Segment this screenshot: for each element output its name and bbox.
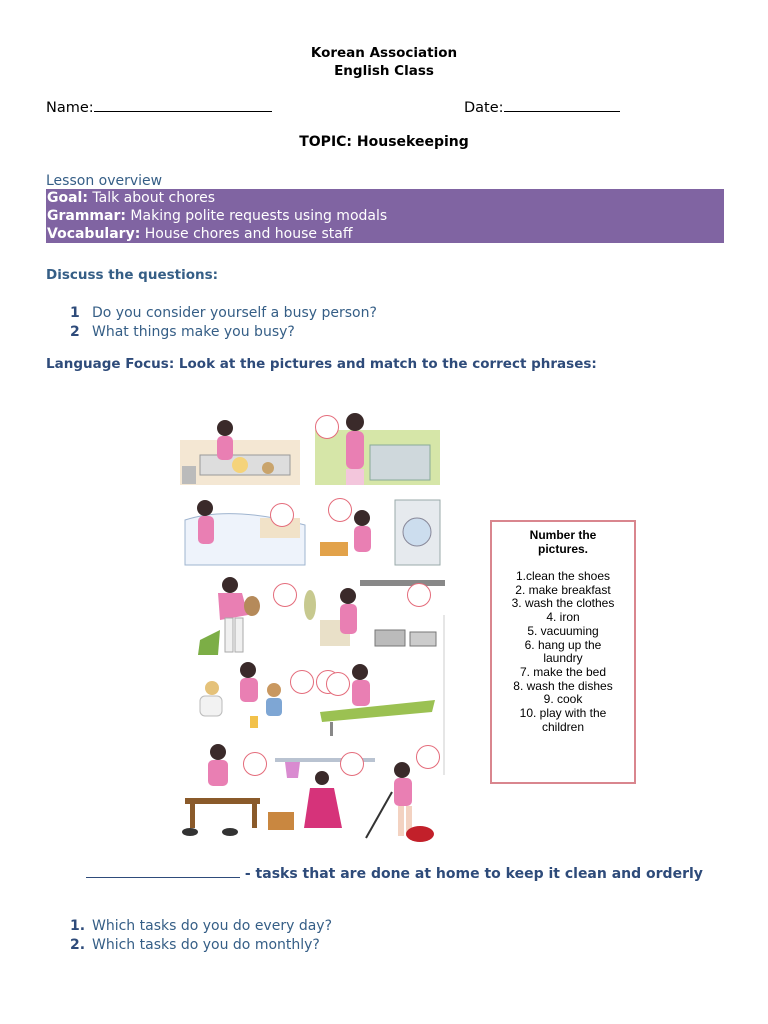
definition-blank[interactable] [86, 865, 240, 878]
answer-circle[interactable] [270, 503, 294, 527]
list-item [70, 937, 332, 956]
picture-vacuuming [366, 762, 434, 842]
answer-circle[interactable] [243, 752, 267, 776]
list-item: 6. hang up the [524, 637, 602, 652]
header-title: Korean Association [310, 45, 458, 61]
answer-circle[interactable] [340, 752, 364, 776]
list-item: 7. make the bed [519, 664, 607, 679]
date-label: Date: [464, 100, 504, 116]
overview-heading: Lesson overview [46, 173, 163, 189]
item-text: Which tasks do you do monthly? [92, 937, 320, 953]
vocab-label: Vocabulary: [47, 226, 141, 242]
list-item [70, 305, 377, 324]
list-item: 8. wash the dishes [513, 678, 613, 693]
list-item [70, 918, 332, 937]
list-item: 5. vacuuming [527, 623, 599, 638]
number-box-title-line: Number the [529, 528, 597, 542]
answer-circle[interactable] [290, 670, 314, 694]
item-number: 2 [70, 324, 80, 340]
discuss-list [70, 305, 377, 343]
list-item: 3. wash the clothes [511, 596, 615, 611]
name-field[interactable] [46, 99, 272, 116]
date-field[interactable] [464, 99, 620, 116]
goal-label: Goal: [47, 190, 88, 206]
grammar-text: Making polite requests using modals [130, 208, 388, 224]
answer-circle[interactable] [328, 498, 352, 522]
grammar-line [46, 207, 724, 225]
number-box-title-line: pictures. [537, 542, 588, 556]
list-item: 1.clean the shoes [515, 569, 611, 583]
item-number: 2. [70, 937, 86, 953]
list-item: 2. make breakfast [515, 582, 611, 597]
chores-illustration [170, 400, 450, 850]
picture-play-children [200, 662, 282, 728]
item-number: 1 [70, 305, 80, 321]
answer-circle[interactable] [407, 583, 431, 607]
list-item [70, 324, 377, 343]
name-label: Name: [46, 100, 94, 116]
definition-text: - tasks that are done at home to keep it clean and orderly [240, 866, 703, 882]
goal-line [46, 189, 724, 207]
item-text: What things make you busy? [92, 324, 295, 340]
name-blank[interactable] [94, 99, 272, 112]
list-item: 10. play with the [519, 706, 607, 721]
chores-list [492, 570, 634, 734]
list-item: laundry [543, 651, 583, 666]
topic-heading: TOPIC: Housekeeping [299, 134, 469, 150]
item-number: 1. [70, 918, 86, 934]
list-item: 9. cook [543, 692, 583, 707]
language-focus-heading: Language Focus: Look at the pictures and match to the correct phrases: [46, 356, 597, 372]
overview-box [46, 189, 724, 243]
number-box [490, 520, 636, 784]
grammar-label: Grammar: [47, 208, 126, 224]
goal-text: Talk about chores [92, 190, 216, 206]
vocab-line [46, 225, 724, 243]
list-item: children [541, 719, 585, 734]
answer-circle[interactable] [273, 583, 297, 607]
list-item: 4. iron [546, 610, 580, 625]
date-blank[interactable] [504, 99, 620, 112]
answer-circle[interactable] [416, 745, 440, 769]
discuss-heading: Discuss the questions: [46, 267, 219, 283]
answer-circle[interactable] [326, 672, 350, 696]
header-subtitle: English Class [334, 63, 434, 79]
final-questions-list [70, 918, 332, 956]
picture-hang-laundry-1 [198, 577, 260, 655]
definition-line [86, 865, 703, 882]
chores-pictures [170, 400, 450, 850]
item-text: Which tasks do you do every day? [92, 918, 333, 934]
picture-make-breakfast [180, 420, 300, 485]
vocab-text: House chores and house staff [144, 226, 353, 242]
number-box-title [492, 528, 634, 556]
answer-circle[interactable] [315, 415, 339, 439]
item-text: Do you consider yourself a busy person? [92, 305, 377, 321]
